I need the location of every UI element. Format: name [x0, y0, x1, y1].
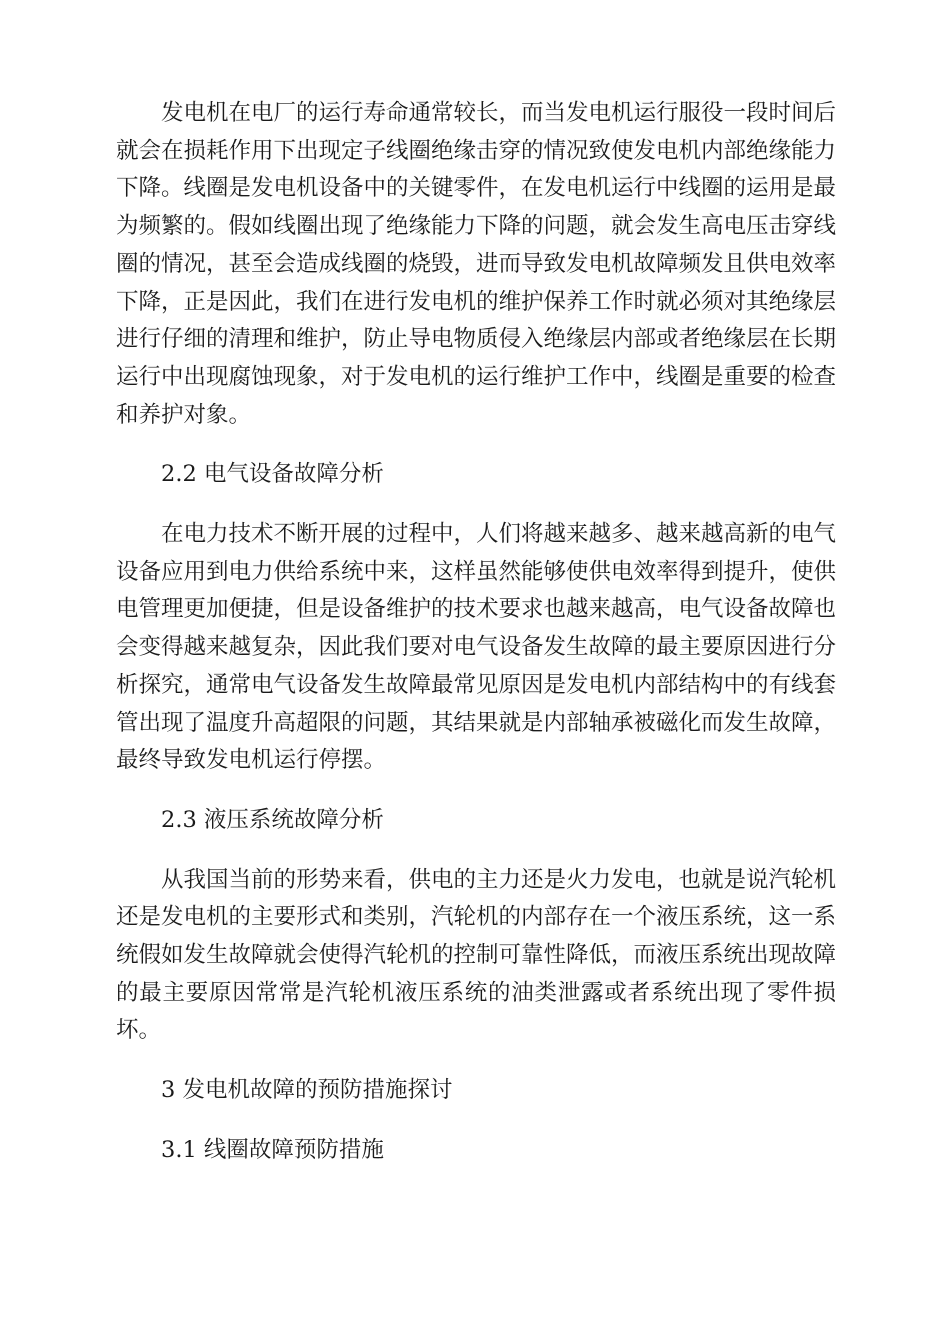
document-body: [116, 95, 836, 1170]
section-heading-2-3: 2.3 液压系统故障分析: [161, 806, 384, 833]
spacer: [116, 1050, 836, 1072]
paragraph-electrical-equipment: 在电力技术不断开展的过程中，人们将越来越多、越来越高新的电气设备应用到电力供给系统中来，这样虽然能够使供电效率得到提升，使供电管理更加便捷，但是设备维护的技术要求也越来越高，电气设备故障也会变得越来越复杂，因此我们要对电气设备发生故障的最主要原因进行分析探究，通常电气设备发生故障最常见原因是发电机内部结构中的有线套管出现了温度升高超限的问题，其结果就是内部轴承被磁化而发生故障，最终导致发电机运行停摆。: [116, 521, 837, 774]
section-heading-3-1: 3.1 线圈故障预防措施: [161, 1136, 384, 1163]
spacer: [116, 840, 836, 862]
section-heading-3: 3 发电机故障的预防措施探讨: [161, 1077, 453, 1104]
spacer: [116, 494, 836, 516]
section-heading-2-2: 2.2 电气设备故障分析: [161, 461, 384, 488]
spacer: [116, 780, 836, 802]
paragraph-coil-insulation: 发电机在电厂的运行寿命通常较长，而当发电机运行服役一段时间后就会在损耗作用下出现定子线圈绝缘击穿的情况致使发电机内部绝缘能力下降。线圈是发电机设备中的关键零件，在发电机运行中线圈的运用是最为频繁的。假如线圈出现了绝缘能力下降的问题，就会发生高电压击穿线圈的情况，甚至会造成线圈的烧毁，进而导致发电机故障频发且供电效率下降，正是因此，我们在进行发电机的维护保养工作时就必须对其绝缘层进行仔细的清理和维护，防止导电物质侵入绝缘层内部或者绝缘层在长期运行中出现腐蚀现象，对于发电机的运行维护工作中，线圈是重要的检查和养护对象。: [116, 100, 837, 428]
spacer: [116, 434, 836, 456]
paragraph-hydraulic-system: 从我国当前的形势来看，供电的主力还是火力发电，也就是说汽轮机还是发电机的主要形式和类别，汽轮机的内部存在一个液压系统，这一系统假如发生故障就会使得汽轮机的控制可靠性降低，而液压系统出现故障的最主要原因常常是汽轮机液压系统的油类泄露或者系统出现了零件损坏。: [116, 866, 837, 1044]
spacer: [116, 1110, 836, 1132]
